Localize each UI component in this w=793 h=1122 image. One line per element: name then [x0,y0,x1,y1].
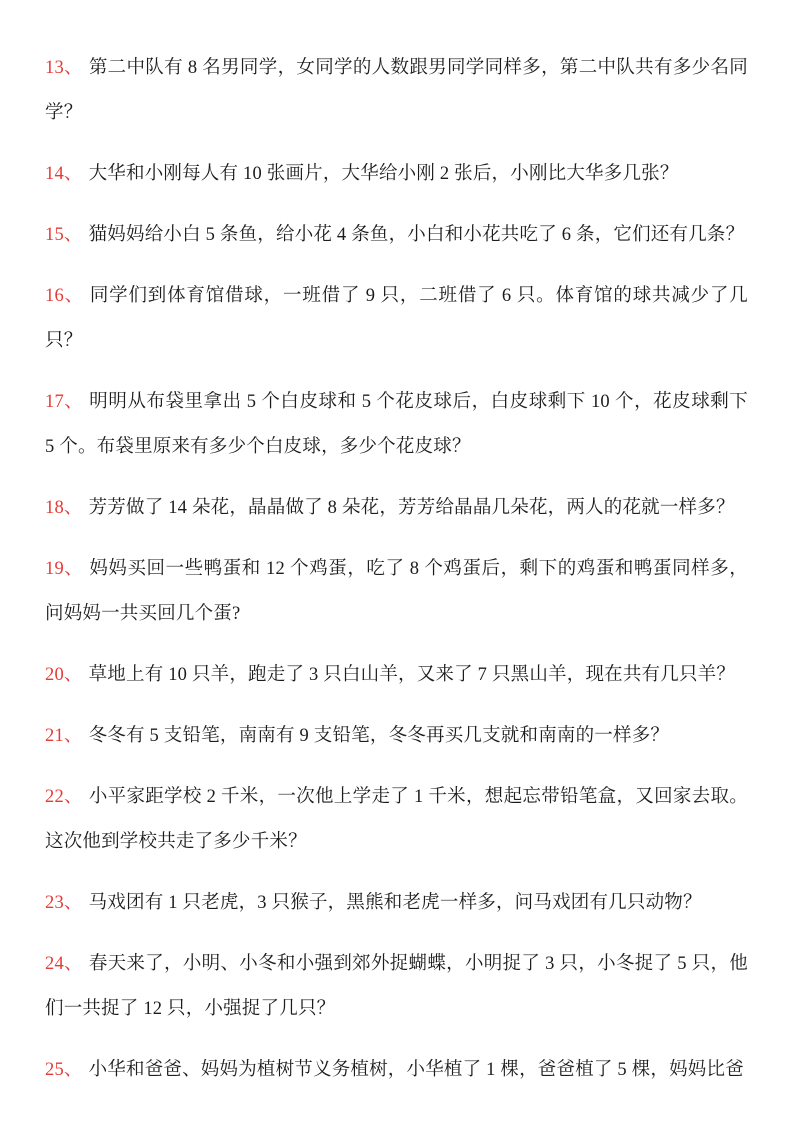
problem-item [45,653,748,698]
problem-text: 同学们到体育馆借球，一班借了 9 只，二班借了 6 只。体育馆的球共减少了几只？ [45,286,748,351]
problem-text: 明明从布袋里拿出 5 个白皮球和 5 个花皮球后，白皮球剩下 10 个，花皮球剩下 5 个。布袋里原来有多少个白皮球，多少个花皮球？ [45,392,748,457]
problem-item [45,380,748,470]
problem-number: 14、 [45,164,83,184]
problem-item [45,714,748,759]
problem-item [45,213,748,258]
problem-text: 小平家距学校 2 千米，一次他上学走了 1 千米，想起忘带铅笔盒，又回家去取。这次他到学校共走了多少千米？ [45,787,748,852]
problem-number: 24、 [45,954,83,974]
problem-number: 16、 [45,286,84,306]
problem-item [45,881,748,926]
problem-item [45,942,748,1032]
problem-number: 15、 [45,225,83,245]
problem-number: 21、 [45,726,83,746]
problem-number: 13、 [45,58,83,78]
problem-number: 23、 [45,893,83,913]
problem-text: 冬冬有 5 支铅笔，南南有 9 支铅笔，冬冬再买几支就和南南的一样多？ [88,726,670,746]
problem-number: 18、 [45,498,83,518]
problem-list [45,46,748,1093]
problem-item [45,46,748,136]
problem-number: 20、 [45,665,83,685]
problem-number: 25、 [45,1060,83,1080]
problem-item [45,775,748,865]
problem-item [45,274,748,364]
problem-number: 17、 [45,392,84,412]
problem-text: 芳芳做了 14 朵花，晶晶做了 8 朵花，芳芳给晶晶几朵花，两人的花就一样多？ [88,498,735,518]
problem-item [45,547,748,637]
problem-text: 第二中队有 8 名男同学，女同学的人数跟男同学同样多，第二中队共有多少名同学？ [45,58,748,123]
problem-text: 春天来了，小明、小冬和小强到郊外捉蝴蝶，小明捉了 3 只，小冬捉了 5 只，他们一共捉了 12 只，小强捉了几只？ [45,954,748,1019]
problem-number: 19、 [45,559,84,579]
problem-text: 猫妈妈给小白 5 条鱼，给小花 4 条鱼，小白和小花共吃了 6 条，它们还有几条？ [88,225,745,245]
problem-text: 大华和小刚每人有 10 张画片，大华给小刚 2 张后，小刚比大华多几张？ [88,164,679,184]
problem-number: 22、 [45,787,83,807]
problem-item [45,486,748,531]
problem-item [45,1048,748,1093]
problem-item [45,152,748,197]
problem-text: 草地上有 10 只羊，跑走了 3 只白山羊，又来了 7 只黑山羊，现在共有几只羊？ [88,665,736,685]
problem-text: 马戏团有 1 只老虎，3 只猴子，黑熊和老虎一样多，问马戏团有几只动物？ [88,893,702,913]
problem-text: 妈妈买回一些鸭蛋和 12 个鸡蛋，吃了 8 个鸡蛋后，剩下的鸡蛋和鸭蛋同样多，问妈妈一共买回几个蛋? [45,559,748,624]
problem-text: 小华和爸爸、妈妈为植树节义务植树，小华植了 1 棵，爸爸植了 5 棵，妈妈比爸 [88,1060,744,1080]
